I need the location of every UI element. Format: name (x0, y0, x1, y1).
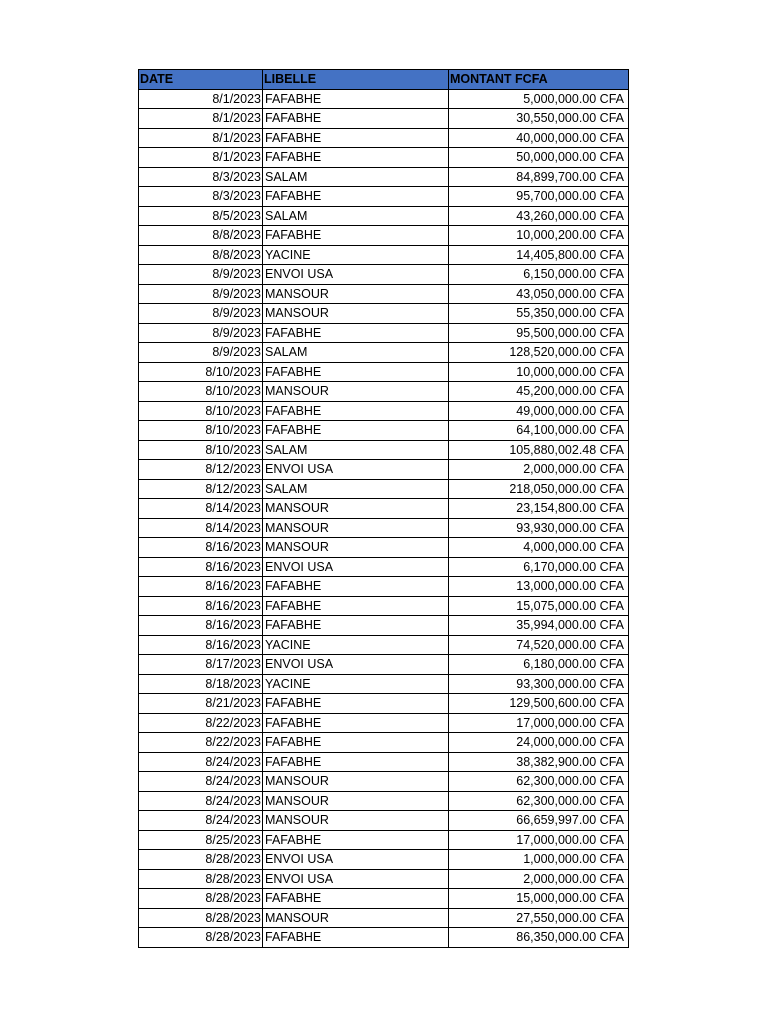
date-cell: 8/28/2023 (139, 889, 263, 909)
montant-cell: 14,405,800.00 CFA (449, 245, 629, 265)
montant-cell: 62,300,000.00 CFA (449, 791, 629, 811)
libelle-cell: SALAM (263, 440, 449, 460)
date-cell: 8/22/2023 (139, 733, 263, 753)
table-row (139, 850, 629, 870)
date-cell: 8/1/2023 (139, 148, 263, 168)
libelle-cell: ENVOI USA (263, 869, 449, 889)
libelle-cell: FAFABHE (263, 89, 449, 109)
libelle-cell: MANSOUR (263, 518, 449, 538)
libelle-cell: MANSOUR (263, 304, 449, 324)
table-row (139, 440, 629, 460)
libelle-cell: ENVOI USA (263, 265, 449, 285)
date-cell: 8/16/2023 (139, 616, 263, 636)
table-row (139, 616, 629, 636)
date-cell: 8/24/2023 (139, 811, 263, 831)
libelle-cell: FAFABHE (263, 928, 449, 948)
montant-cell: 4,000,000.00 CFA (449, 538, 629, 558)
table-row (139, 733, 629, 753)
date-cell: 8/8/2023 (139, 245, 263, 265)
libelle-cell: MANSOUR (263, 538, 449, 558)
table-row (139, 557, 629, 577)
date-cell: 8/28/2023 (139, 908, 263, 928)
montant-cell: 2,000,000.00 CFA (449, 460, 629, 480)
header-row (139, 70, 629, 90)
libelle-cell: MANSOUR (263, 811, 449, 831)
table-row (139, 284, 629, 304)
date-cell: 8/9/2023 (139, 323, 263, 343)
date-cell: 8/24/2023 (139, 752, 263, 772)
libelle-cell: MANSOUR (263, 772, 449, 792)
date-cell: 8/10/2023 (139, 362, 263, 382)
table-row (139, 265, 629, 285)
libelle-cell: YACINE (263, 635, 449, 655)
montant-cell: 45,200,000.00 CFA (449, 382, 629, 402)
montant-cell: 129,500,600.00 CFA (449, 694, 629, 714)
table-row (139, 460, 629, 480)
table-row (139, 869, 629, 889)
date-cell: 8/9/2023 (139, 304, 263, 324)
libelle-cell: FAFABHE (263, 577, 449, 597)
libelle-cell: FAFABHE (263, 128, 449, 148)
table-row (139, 245, 629, 265)
libelle-cell: FAFABHE (263, 421, 449, 441)
libelle-cell: FAFABHE (263, 596, 449, 616)
montant-cell: 5,000,000.00 CFA (449, 89, 629, 109)
table-row (139, 577, 629, 597)
libelle-cell: FAFABHE (263, 109, 449, 129)
montant-cell: 38,382,900.00 CFA (449, 752, 629, 772)
libelle-cell: FAFABHE (263, 713, 449, 733)
montant-cell: 13,000,000.00 CFA (449, 577, 629, 597)
date-cell: 8/21/2023 (139, 694, 263, 714)
montant-cell: 6,150,000.00 CFA (449, 265, 629, 285)
table-row (139, 323, 629, 343)
table-row (139, 928, 629, 948)
montant-cell: 24,000,000.00 CFA (449, 733, 629, 753)
libelle-cell: FAFABHE (263, 148, 449, 168)
date-cell: 8/16/2023 (139, 557, 263, 577)
montant-cell: 40,000,000.00 CFA (449, 128, 629, 148)
montant-cell: 74,520,000.00 CFA (449, 635, 629, 655)
montant-cell: 55,350,000.00 CFA (449, 304, 629, 324)
montant-cell: 93,930,000.00 CFA (449, 518, 629, 538)
libelle-cell: MANSOUR (263, 791, 449, 811)
montant-cell: 218,050,000.00 CFA (449, 479, 629, 499)
libelle-cell: SALAM (263, 167, 449, 187)
table-row (139, 830, 629, 850)
date-cell: 8/28/2023 (139, 928, 263, 948)
date-cell: 8/24/2023 (139, 772, 263, 792)
table-body (139, 89, 629, 947)
montant-cell: 93,300,000.00 CFA (449, 674, 629, 694)
date-cell: 8/16/2023 (139, 538, 263, 558)
libelle-cell: FAFABHE (263, 226, 449, 246)
table-row (139, 772, 629, 792)
libelle-cell: MANSOUR (263, 908, 449, 928)
libelle-cell: SALAM (263, 343, 449, 363)
libelle-cell: FAFABHE (263, 323, 449, 343)
table-row (139, 499, 629, 519)
montant-cell: 17,000,000.00 CFA (449, 830, 629, 850)
table-row (139, 128, 629, 148)
header-montant: MONTANT FCFA (449, 70, 629, 90)
montant-cell: 6,170,000.00 CFA (449, 557, 629, 577)
table-row (139, 362, 629, 382)
date-cell: 8/1/2023 (139, 109, 263, 129)
date-cell: 8/3/2023 (139, 167, 263, 187)
table-row (139, 538, 629, 558)
date-cell: 8/9/2023 (139, 284, 263, 304)
montant-cell: 2,000,000.00 CFA (449, 869, 629, 889)
table-row (139, 655, 629, 675)
montant-cell: 17,000,000.00 CFA (449, 713, 629, 733)
montant-cell: 64,100,000.00 CFA (449, 421, 629, 441)
montant-cell: 30,550,000.00 CFA (449, 109, 629, 129)
table-row (139, 713, 629, 733)
montant-cell: 23,154,800.00 CFA (449, 499, 629, 519)
header-date: DATE (139, 70, 263, 90)
montant-cell: 86,350,000.00 CFA (449, 928, 629, 948)
libelle-cell: FAFABHE (263, 401, 449, 421)
date-cell: 8/12/2023 (139, 460, 263, 480)
libelle-cell: FAFABHE (263, 616, 449, 636)
date-cell: 8/17/2023 (139, 655, 263, 675)
table-row (139, 635, 629, 655)
table-row (139, 752, 629, 772)
libelle-cell: FAFABHE (263, 830, 449, 850)
montant-cell: 128,520,000.00 CFA (449, 343, 629, 363)
date-cell: 8/5/2023 (139, 206, 263, 226)
montant-cell: 105,880,002.48 CFA (449, 440, 629, 460)
table-row (139, 596, 629, 616)
table-row (139, 811, 629, 831)
date-cell: 8/8/2023 (139, 226, 263, 246)
table-row (139, 109, 629, 129)
date-cell: 8/22/2023 (139, 713, 263, 733)
libelle-cell: ENVOI USA (263, 655, 449, 675)
table-row (139, 89, 629, 109)
libelle-cell: FAFABHE (263, 733, 449, 753)
libelle-cell: ENVOI USA (263, 557, 449, 577)
libelle-cell: SALAM (263, 206, 449, 226)
table-row (139, 167, 629, 187)
date-cell: 8/14/2023 (139, 499, 263, 519)
table-row (139, 908, 629, 928)
date-cell: 8/9/2023 (139, 265, 263, 285)
date-cell: 8/14/2023 (139, 518, 263, 538)
montant-cell: 15,075,000.00 CFA (449, 596, 629, 616)
montant-cell: 84,899,700.00 CFA (449, 167, 629, 187)
montant-cell: 66,659,997.00 CFA (449, 811, 629, 831)
montant-cell: 27,550,000.00 CFA (449, 908, 629, 928)
montant-cell: 35,994,000.00 CFA (449, 616, 629, 636)
table-row (139, 421, 629, 441)
date-cell: 8/24/2023 (139, 791, 263, 811)
header-libelle: LIBELLE (263, 70, 449, 90)
libelle-cell: YACINE (263, 245, 449, 265)
table-row (139, 382, 629, 402)
date-cell: 8/10/2023 (139, 440, 263, 460)
libelle-cell: FAFABHE (263, 694, 449, 714)
date-cell: 8/18/2023 (139, 674, 263, 694)
montant-cell: 95,500,000.00 CFA (449, 323, 629, 343)
montant-cell: 62,300,000.00 CFA (449, 772, 629, 792)
date-cell: 8/28/2023 (139, 850, 263, 870)
table-row (139, 401, 629, 421)
montant-cell: 10,000,200.00 CFA (449, 226, 629, 246)
date-cell: 8/25/2023 (139, 830, 263, 850)
table-row (139, 518, 629, 538)
libelle-cell: MANSOUR (263, 499, 449, 519)
montant-cell: 1,000,000.00 CFA (449, 850, 629, 870)
date-cell: 8/10/2023 (139, 401, 263, 421)
transactions-table (138, 69, 629, 948)
montant-cell: 50,000,000.00 CFA (449, 148, 629, 168)
date-cell: 8/1/2023 (139, 89, 263, 109)
libelle-cell: FAFABHE (263, 752, 449, 772)
libelle-cell: FAFABHE (263, 187, 449, 207)
date-cell: 8/1/2023 (139, 128, 263, 148)
montant-cell: 43,050,000.00 CFA (449, 284, 629, 304)
libelle-cell: FAFABHE (263, 362, 449, 382)
table-row (139, 889, 629, 909)
libelle-cell: SALAM (263, 479, 449, 499)
table-row (139, 206, 629, 226)
date-cell: 8/3/2023 (139, 187, 263, 207)
libelle-cell: ENVOI USA (263, 850, 449, 870)
date-cell: 8/10/2023 (139, 382, 263, 402)
date-cell: 8/28/2023 (139, 869, 263, 889)
table-row (139, 674, 629, 694)
date-cell: 8/16/2023 (139, 577, 263, 597)
table-row (139, 148, 629, 168)
montant-cell: 10,000,000.00 CFA (449, 362, 629, 382)
table-row (139, 343, 629, 363)
montant-cell: 49,000,000.00 CFA (449, 401, 629, 421)
montant-cell: 6,180,000.00 CFA (449, 655, 629, 675)
date-cell: 8/9/2023 (139, 343, 263, 363)
date-cell: 8/16/2023 (139, 596, 263, 616)
libelle-cell: YACINE (263, 674, 449, 694)
libelle-cell: MANSOUR (263, 382, 449, 402)
table-header (139, 70, 629, 90)
montant-cell: 43,260,000.00 CFA (449, 206, 629, 226)
montant-cell: 15,000,000.00 CFA (449, 889, 629, 909)
libelle-cell: FAFABHE (263, 889, 449, 909)
table-row (139, 694, 629, 714)
table-row (139, 791, 629, 811)
montant-cell: 95,700,000.00 CFA (449, 187, 629, 207)
date-cell: 8/10/2023 (139, 421, 263, 441)
libelle-cell: ENVOI USA (263, 460, 449, 480)
table-row (139, 304, 629, 324)
table-row (139, 187, 629, 207)
libelle-cell: MANSOUR (263, 284, 449, 304)
date-cell: 8/12/2023 (139, 479, 263, 499)
table-row (139, 226, 629, 246)
date-cell: 8/16/2023 (139, 635, 263, 655)
table-row (139, 479, 629, 499)
